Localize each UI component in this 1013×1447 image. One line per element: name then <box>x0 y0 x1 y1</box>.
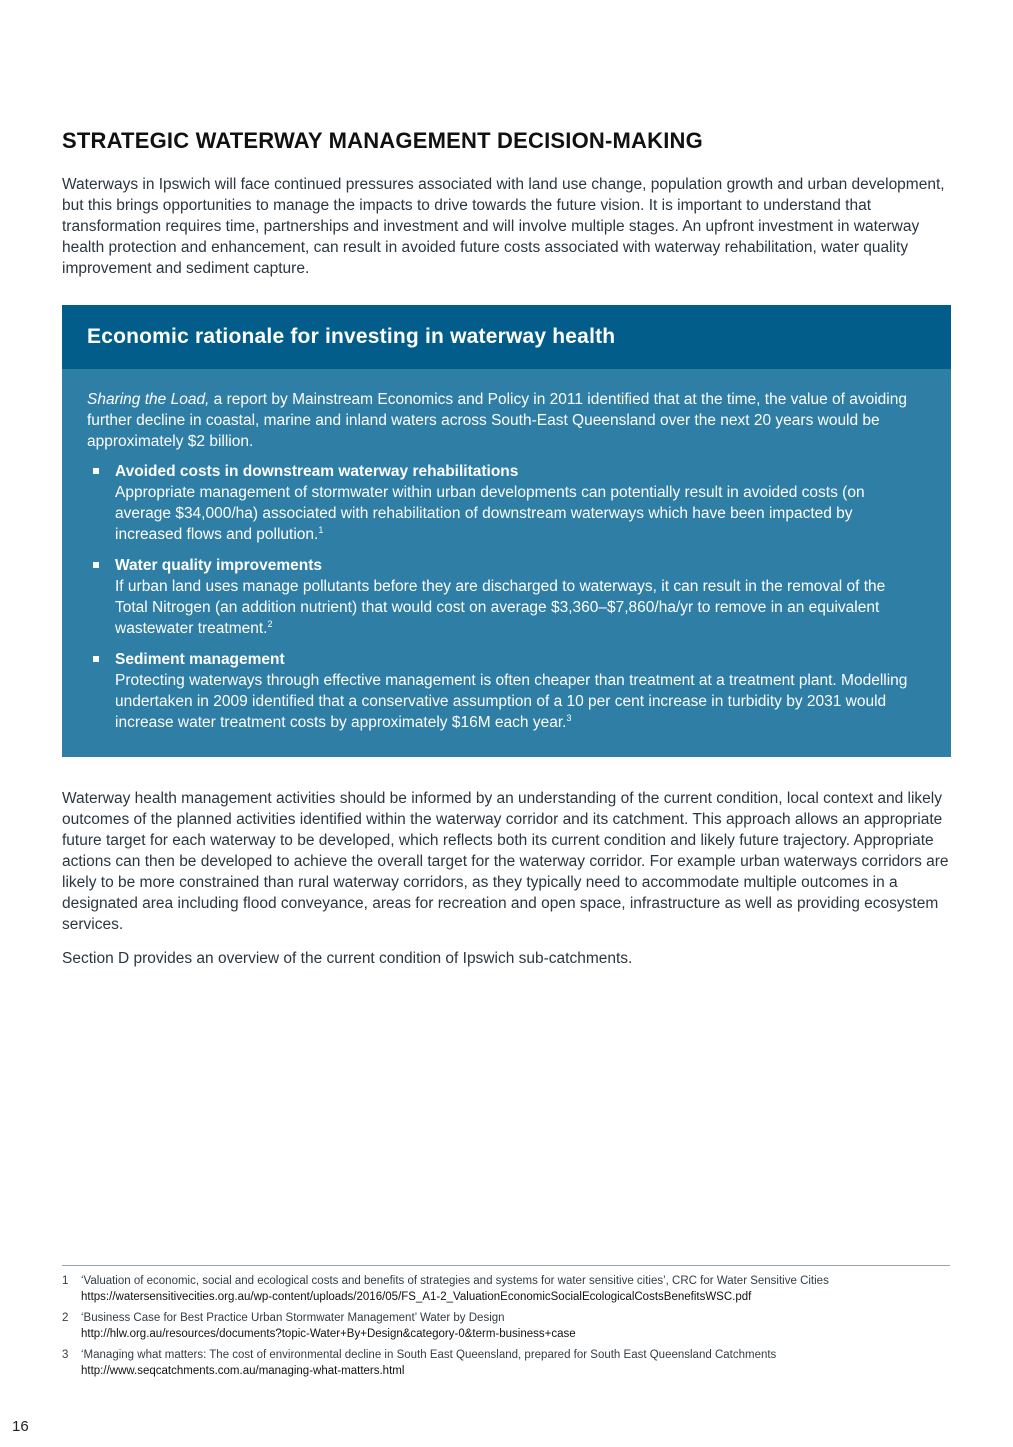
economic-rationale-panel <box>62 305 951 757</box>
panel-body <box>62 369 951 733</box>
panel-lead-text: a report by Mainstream Economics and Policy in 2011 identified that at the time, the value of avoiding further decline in coastal, marine and inland waters across South-East Queensland over the next 20 years would be approximately $2 billion. <box>87 391 907 450</box>
footnote-text: ‘Managing what matters: The cost of environmental decline in South East Queensland, prepared for South East Queensland Catchments <box>81 1349 777 1361</box>
bullet-title: Avoided costs in downstream waterway rehabilitations <box>115 463 519 480</box>
bullet-square-icon <box>93 656 99 662</box>
benefit-list <box>87 461 921 733</box>
list-item <box>87 649 921 733</box>
footnote-item <box>62 1310 950 1342</box>
footnote-number: 3 <box>62 1349 69 1361</box>
footnotes <box>62 1273 950 1384</box>
footnote-link[interactable]: https://watersensitivecities.org.au/wp-content/uploads/2016/05/FS_A1-2_ValuationEconomicSocialEcologicalCostsBenefitsWSC.pdf <box>81 1291 752 1303</box>
panel-title: Economic rationale for investing in waterway health <box>87 325 616 348</box>
bullet-text: Protecting waterways through effective management is often cheaper than treatment at a treatment plant. Modelling undertaken in 2009 identified that a conservative assumption of a 10 per cent increase in turbidity by 2031 would increase water treatment costs by approximately $16M each year. <box>115 672 908 731</box>
management-paragraph: Waterway health management activities should be informed by an understanding of the current condition, local context and likely outcomes of the planned activities identified within the waterway corridor and its catchment. This approach allows an appropriate future target for each waterway to be developed, which reflects both its current condition and likely future trajectory. Appropriate actions can then be developed to achieve the overall target for the waterway corridor. For example urban waterways corridors are likely to be more constrained than rural waterway corridors, as they typically need to accommodate multiple outcomes in a designated area including flood conveyance, areas for recreation and open space, infrastructure as well as providing ecosystem services. <box>62 790 949 933</box>
footnote-item <box>62 1347 950 1379</box>
footnote-number: 1 <box>62 1275 69 1287</box>
section-d-paragraph: Section D provides an overview of the current condition of Ipswich sub-catchments. <box>62 950 633 967</box>
footnote-item <box>62 1273 950 1305</box>
list-item <box>87 461 921 545</box>
footnote-link[interactable]: http://www.seqcatchments.com.au/managing-what-matters.html <box>81 1365 405 1377</box>
page-number: 16 <box>12 1418 29 1435</box>
page-heading: STRATEGIC WATERWAY MANAGEMENT DECISION-MAKING <box>62 128 703 153</box>
footnote-ref: 3 <box>566 712 572 723</box>
footnote-number: 2 <box>62 1312 69 1324</box>
bullet-text: Appropriate management of stormwater within urban developments can potentially result in avoided costs (on average $34,000/ha) associated with rehabilitation of downstream waterways which have been impacted by increased flows and pollution. <box>115 484 865 543</box>
panel-header <box>62 305 951 369</box>
bullet-square-icon <box>93 562 99 568</box>
list-item <box>87 555 921 639</box>
footnote-text: ‘Valuation of economic, social and ecological costs and benefits of strategies and systems for water sensitive cities’, CRC for Water Sensitive Cities <box>81 1275 829 1287</box>
bullet-title: Sediment management <box>115 651 285 668</box>
footnote-ref: 2 <box>267 618 273 629</box>
footnote-ref: 1 <box>318 524 324 535</box>
report-title: Sharing the Load, <box>87 391 210 408</box>
intro-paragraph: Waterways in Ipswich will face continued pressures associated with land use change, population growth and urban development, but this brings opportunities to manage the impacts to drive towards the future vision. It is important to understand that transformation requires time, partnerships and investment and will involve multiple stages. An upfront investment in waterway health protection and enhancement, can result in avoided future costs associated with waterway rehabilitation, water quality improvement and sediment capture. <box>62 176 945 277</box>
footnote-divider <box>62 1265 950 1266</box>
bullet-title: Water quality improvements <box>115 557 323 574</box>
footnote-text: ‘Business Case for Best Practice Urban Stormwater Management’ Water by Design <box>81 1312 505 1324</box>
footnote-link[interactable]: http://hlw.org.au/resources/documents?topic-Water+By+Design&category-0&term-business+case <box>81 1328 576 1340</box>
bullet-text: If urban land uses manage pollutants before they are discharged to waterways, it can result in the removal of the Total Nitrogen (an addition nutrient) that would cost on average $3,360–$7,860/ha/yr to remove in an equivalent wastewater treatment. <box>115 578 886 637</box>
bullet-square-icon <box>93 468 99 474</box>
panel-lead-paragraph <box>87 389 921 452</box>
